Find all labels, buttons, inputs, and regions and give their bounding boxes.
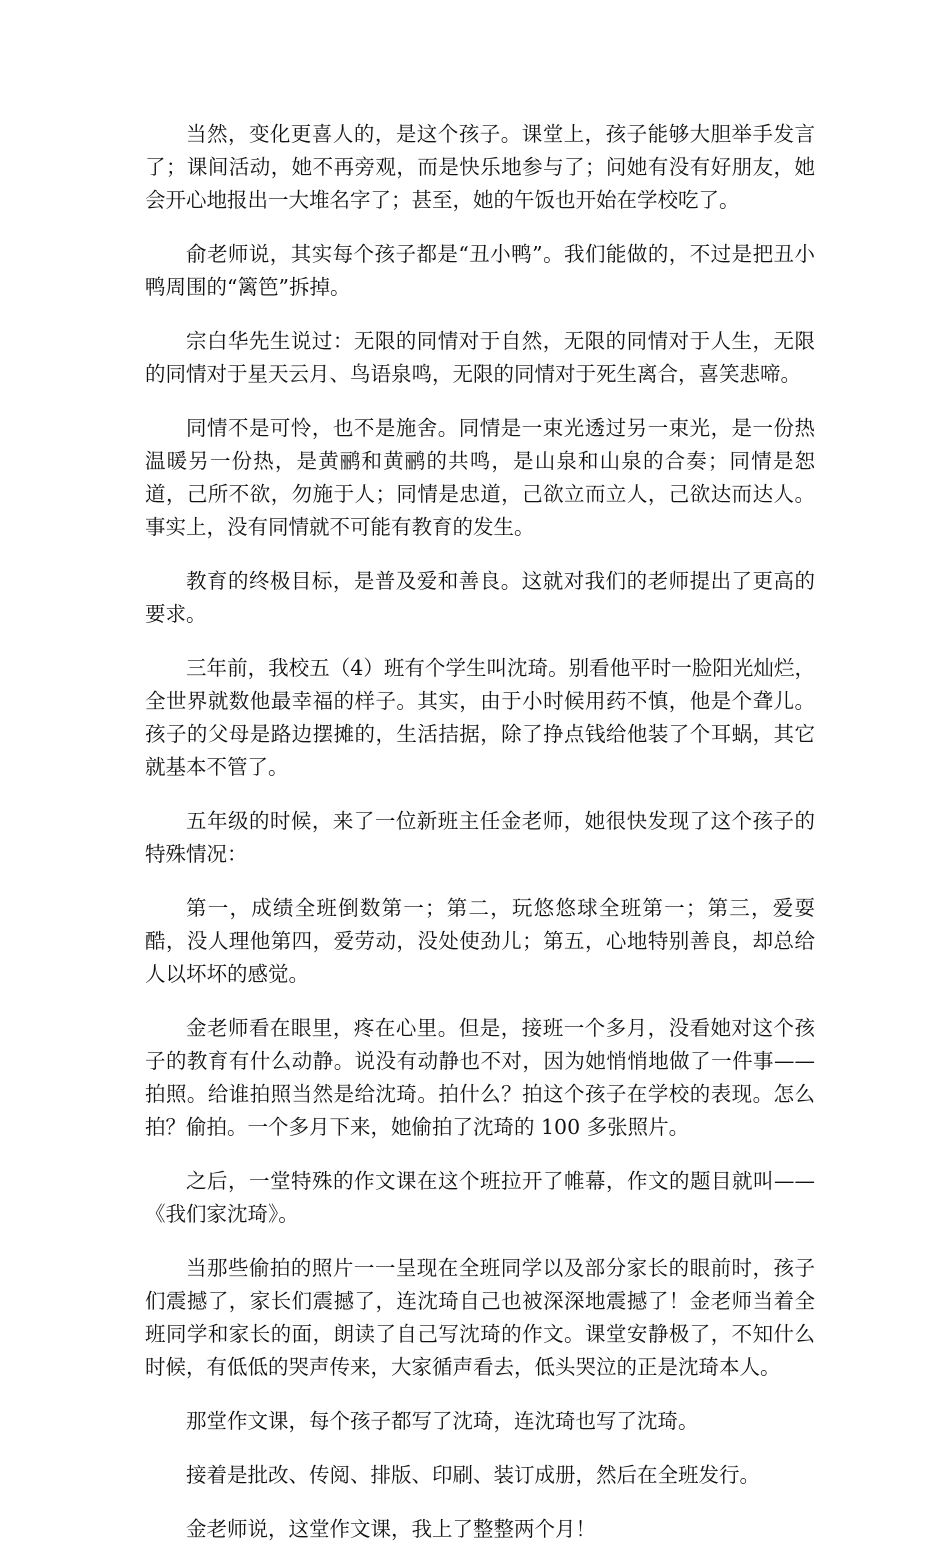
paragraph: 那堂作文课，每个孩子都写了沈琦，连沈琦也写了沈琦。: [186, 1409, 699, 1433]
paragraph: 金老师说，这堂作文课，我上了整整两个月！: [186, 1517, 596, 1541]
paragraph: 接着是批改、传阅、排版、印刷、装订成册，然后在全班发行。: [186, 1463, 760, 1487]
paragraph: 俞老师说，其实每个孩子都是“丑小鸭”。我们能做的，不过是把丑小鸭周围的“篱笆”拆掉。: [145, 242, 815, 299]
article-body: [145, 118, 815, 1567]
paragraph: 教育的终极目标，是普及爱和善良。这就对我们的老师提出了更高的要求。: [145, 569, 815, 626]
paragraph: 五年级的时候，来了一位新班主任金老师，她很快发现了这个孩子的特殊情况：: [145, 809, 815, 866]
paragraph: 金老师看在眼里，疼在心里。但是，接班一个多月，没看她对这个孩子的教育有什么动静。说没有动静也不对，因为她悄悄地做了一件事——拍照。给谁拍照当然是给沈琦。拍什么？拍这个孩子在学校的表现。怎么拍？偷拍。一个多月下来，她偷拍了沈琦的 100 多张照片。: [145, 1016, 815, 1139]
paragraph: 当然，变化更喜人的，是这个孩子。课堂上，孩子能够大胆举手发言了；课间活动，她不再旁观，而是快乐地参与了；问她有没有好朋友，她会开心地报出一大堆名字了；甚至，她的午饭也开始在学校吃了。: [145, 122, 815, 212]
paragraph: 三年前，我校五（4）班有个学生叫沈琦。别看他平时一脸阳光灿烂，全世界就数他最幸福的样子。其实，由于小时候用药不慎，他是个聋儿。孩子的父母是路边摆摊的，生活拮据，除了挣点钱给他装了个耳蜗，其它就基本不管了。: [145, 656, 815, 779]
paragraph: 当那些偷拍的照片一一呈现在全班同学以及部分家长的眼前时，孩子们震撼了，家长们震撼了，连沈琦自己也被深深地震撼了！金老师当着全班同学和家长的面，朗读了自己写沈琦的作文。课堂安静极了，不知什么时候，有低低的哭声传来，大家循声看去，低头哭泣的正是沈琦本人。: [145, 1256, 815, 1379]
paragraph: 第一，成绩全班倒数第一；第二，玩悠悠球全班第一；第三，爱耍酷，没人理他第四，爱劳动，没处使劲儿；第五，心地特别善良，却总给人以坏坏的感觉。: [145, 896, 815, 986]
paragraph: 之后，一堂特殊的作文课在这个班拉开了帷幕，作文的题目就叫——《我们家沈琦》。: [145, 1169, 815, 1226]
paragraph: 宗白华先生说过：无限的同情对于自然，无限的同情对于人生，无限的同情对于星天云月、鸟语泉鸣，无限的同情对于死生离合，喜笑悲啼。: [145, 329, 815, 386]
paragraph: 同情不是可怜，也不是施舍。同情是一束光透过另一束光，是一份热温暖另一份热，是黄鹂和黄鹂的共鸣，是山泉和山泉的合奏；同情是恕道，己所不欲，勿施于人；同情是忠道，己欲立而立人，己欲达而达人。事实上，没有同情就不可能有教育的发生。: [145, 416, 815, 539]
